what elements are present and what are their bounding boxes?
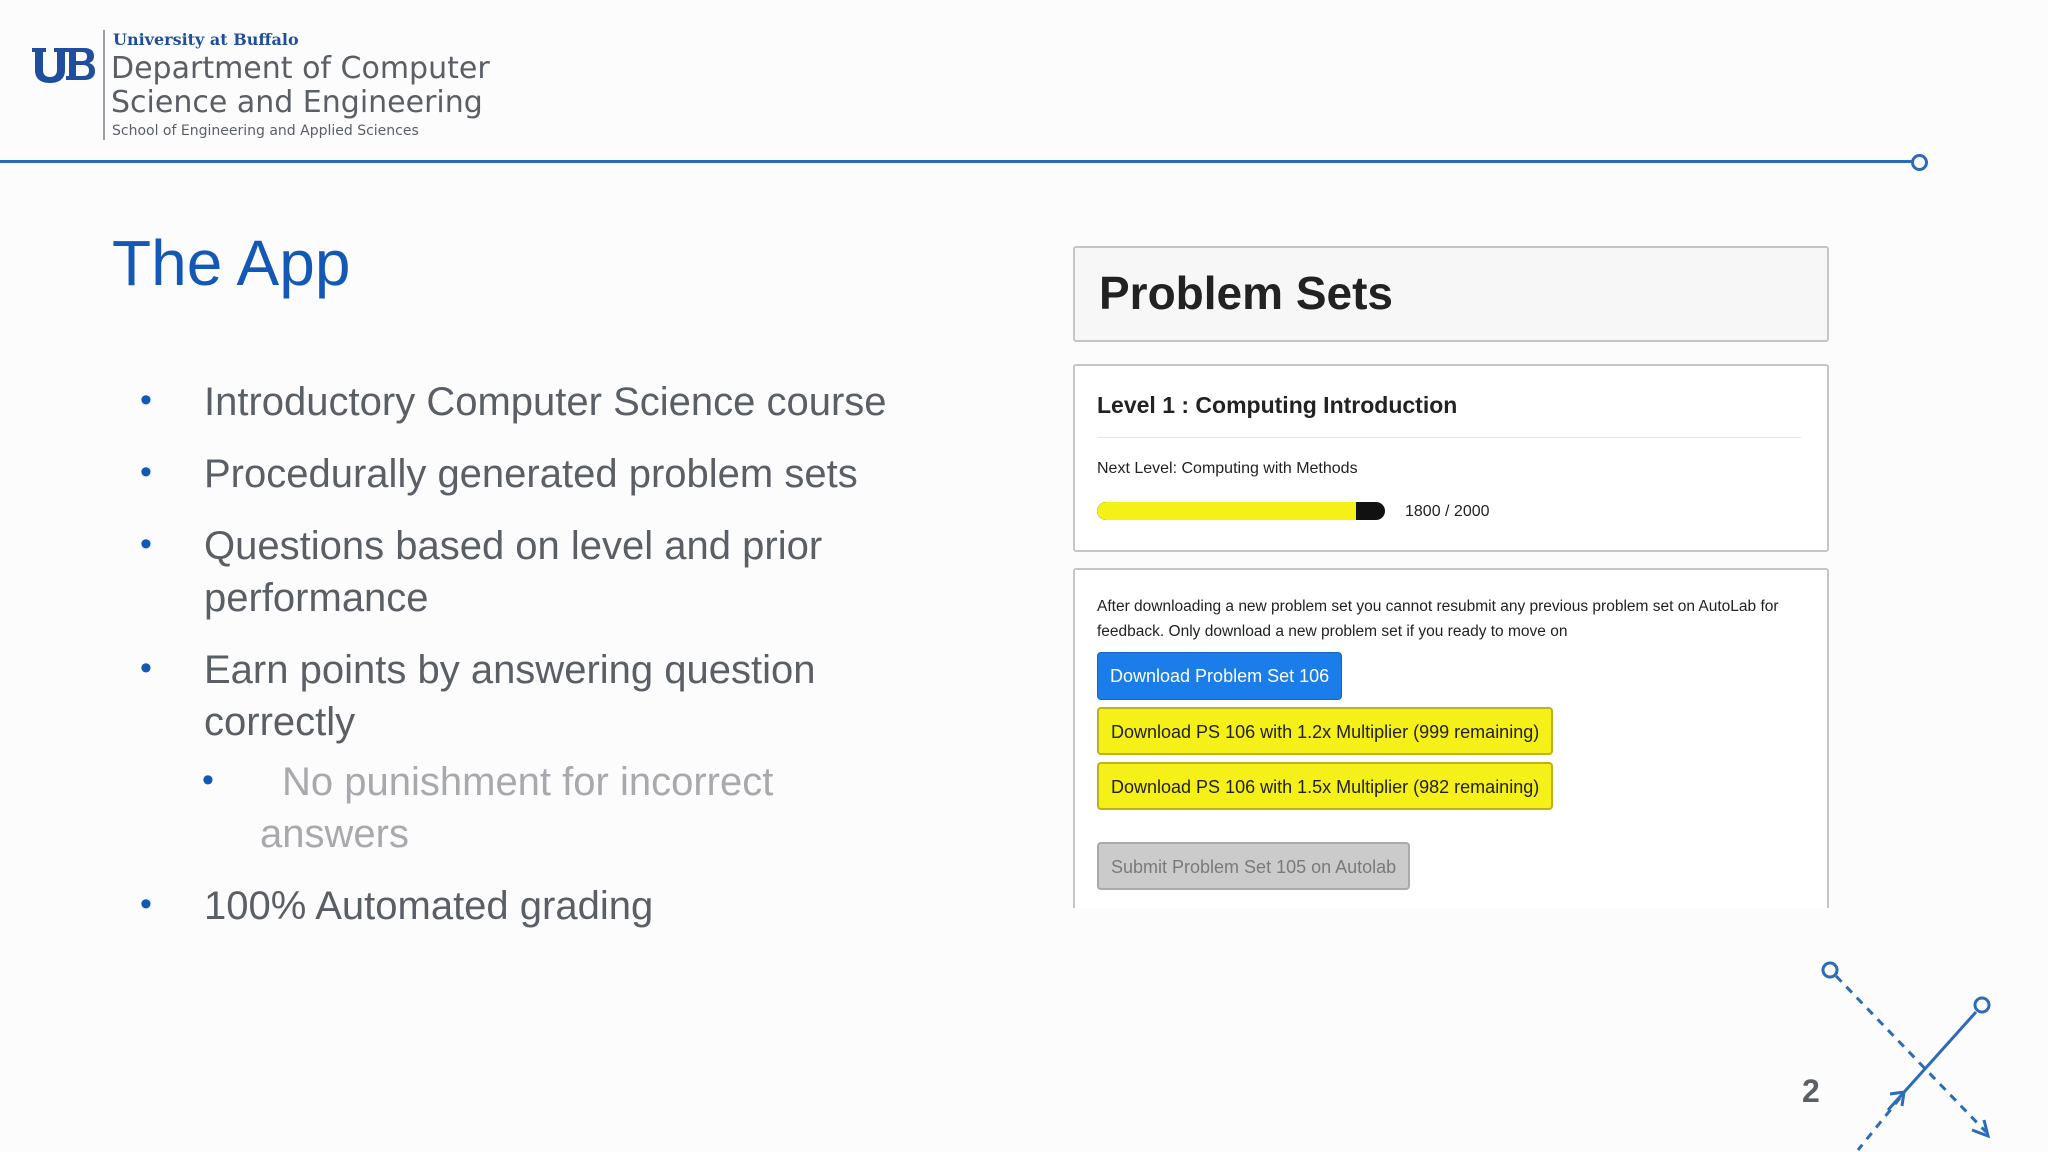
ub-logo [30,42,96,86]
bullet-dot: • [140,525,152,563]
panel-title: Problem Sets [1099,267,1393,319]
bullet-item [140,880,654,932]
bullet-dot: • [140,649,152,687]
bullet-text: No punishment for incorrect answers [260,760,774,856]
bullet-dot: • [140,885,152,923]
bullet-dot: • [140,381,152,419]
progress-bar [1097,502,1385,520]
bullet-item [140,520,844,624]
level-title: Level 1 : Computing Introduction [1097,392,1458,418]
bullet-dot: • [140,453,152,491]
level-panel [1073,364,1829,552]
bullet-item [140,644,864,748]
bullet-dot: • [202,761,214,799]
header-rule-endpoint [1911,154,1928,171]
decorative-arrows-graphic [1800,950,2000,1152]
bullet-text: Procedurally generated problem sets [204,452,858,496]
submit-problem-set-button[interactable]: Submit Problem Set 105 on Autolab [1097,842,1410,890]
bullet-text: Earn points by answering question correctly [204,648,816,744]
download-multiplier-15-button[interactable]: Download PS 106 with 1.5x Multiplier (982 remaining) [1097,762,1553,810]
progress-label: 1800 / 2000 [1405,503,1490,520]
download-panel [1073,568,1829,908]
school-name: School of Engineering and Applied Sciences [112,123,419,139]
next-level-label: Next Level: Computing with Methods [1097,460,1358,477]
bullet-item [140,448,858,500]
page-number: 2 [1802,1073,1820,1109]
bullet-text: Questions based on level and prior performance [204,524,823,620]
bullet-text: 100% Automated grading [204,884,654,928]
bullet-item [140,376,887,428]
progress-bar-fill [1097,502,1356,520]
slide-title: The App [112,227,351,299]
bullet-text: Introductory Computer Science course [204,380,887,424]
header-rule [0,160,1920,163]
sub-bullet-item [202,756,840,860]
download-multiplier-12-button[interactable]: Download PS 106 with 1.2x Multiplier (999 remaining) [1097,707,1553,755]
download-problem-set-button[interactable]: Download Problem Set 106 [1097,652,1342,700]
level-divider [1097,437,1801,438]
problem-sets-header-panel [1073,246,1829,342]
university-name: University at Buffalo [113,30,299,49]
download-warning: After downloading a new problem set you cannot resubmit any previous problem set on AutoLab for feedback. Only download a new problem set if you ready to move on [1097,598,1779,640]
header-divider [103,30,105,140]
department-name: Department of Computer Science and Engineering [111,51,490,120]
